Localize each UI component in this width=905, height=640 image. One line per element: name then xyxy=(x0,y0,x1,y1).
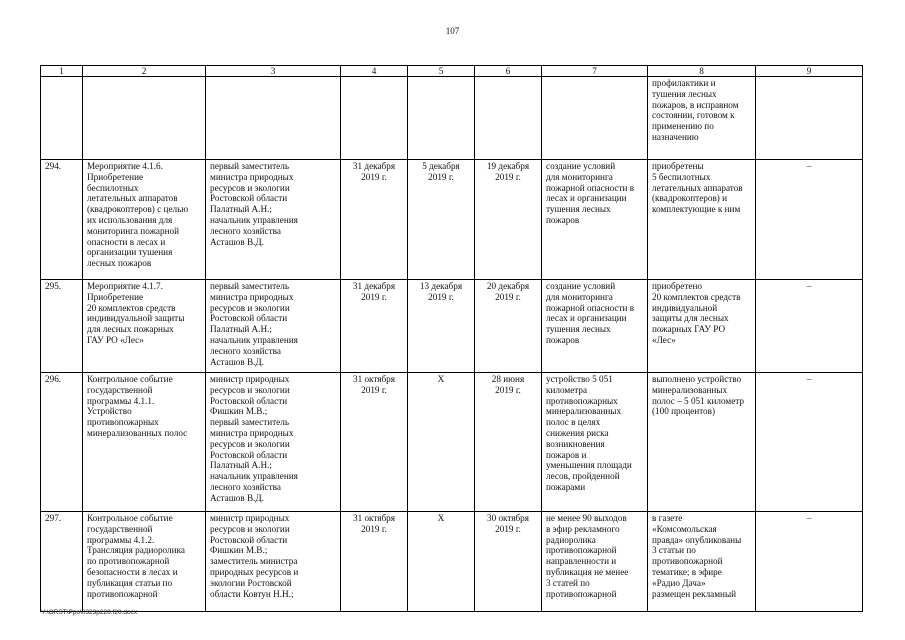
column-number: 5 xyxy=(408,66,475,77)
result-cell: в газете «Комсомольская правда» опубликованы 3 статьи по противопожарной тематике; в эфире «Радио Дача» размещен рекламный xyxy=(648,512,756,612)
row-number: 296. xyxy=(41,373,83,512)
column-number: 6 xyxy=(475,66,542,77)
note-cell: – xyxy=(756,512,863,612)
expected-result-cell: создание условий для мониторинга пожарной опасности в лесах и организации тушения лесных пожаров xyxy=(542,280,648,373)
column-number: 3 xyxy=(206,66,341,77)
table-row xyxy=(41,280,863,373)
note-cell: – xyxy=(756,280,863,373)
event-cell: Контрольное событие государственной программы 4.1.2. Трансляция радиоролика по противопожарной безопасности в лесах и публикация статьи по противопожарной xyxy=(83,512,206,612)
plan-date-cell: 31 декабря 2019 г. xyxy=(341,280,408,373)
fact-end-cell: 20 декабря 2019 г. xyxy=(475,280,542,373)
expected-result-cell: создание условий для мониторинга пожарной опасности в лесах и организации тушения лесных пожаров xyxy=(542,160,648,280)
plan-date-cell: 31 декабря 2019 г. xyxy=(341,160,408,280)
result-cell: профилактики и тушения лесных пожаров, в исправном состоянии, готовом к применению по назначению xyxy=(648,77,756,160)
note-cell: – xyxy=(756,160,863,280)
column-number: 9 xyxy=(756,66,863,77)
note-cell: – xyxy=(756,373,863,512)
fact-start-cell: 13 декабря 2019 г. xyxy=(408,280,475,373)
column-number: 7 xyxy=(542,66,648,77)
page-number: 107 xyxy=(445,26,460,36)
result-cell: приобретены 5 беспилотных летательных аппаратов (квадрокоптеров) и комплектующие к ним xyxy=(648,160,756,280)
fact-start-cell: Х xyxy=(408,373,475,512)
fact-start-cell: Х xyxy=(408,512,475,612)
table-row xyxy=(41,512,863,612)
plan-date-cell: 31 октября 2019 г. xyxy=(341,373,408,512)
fact-start-cell: 5 декабря 2019 г. xyxy=(408,160,475,280)
event-cell: Мероприятие 4.1.7. Приобретение 20 комплектов средств индивидуальной защиты для лесных пожарных ГАУ РО «Лес» xyxy=(83,280,206,373)
expected-result-cell: устройство 5 051 километра противопожарных минерализованных полос в целях снижения риска возникновения пожаров и уменьшения площади лесов, пройденной пожарами xyxy=(542,373,648,512)
plan-date-cell: 31 октября 2019 г. xyxy=(341,512,408,612)
column-number: 4 xyxy=(341,66,408,77)
event-cell: Мероприятие 4.1.6. Приобретение беспилотных летательных аппаратов (квадрокоптеров) с целью их использования для мониторинга пожарной опасности в лесах и организации тушения лесных пожаров xyxy=(83,160,206,280)
column-number-row xyxy=(41,66,863,77)
row-number: 294. xyxy=(41,160,83,280)
table-row xyxy=(41,160,863,280)
column-number: 8 xyxy=(648,66,756,77)
column-number: 1 xyxy=(41,66,83,77)
responsible-cell: первый заместитель министра природных ресурсов и экологии Ростовской области Палатный А.Н.; начальник управления лесного хозяйства Асташов В.Д. xyxy=(206,280,341,373)
report-table xyxy=(40,65,863,612)
row-number: 297. xyxy=(41,512,83,612)
fact-end-cell: 19 декабря 2019 г. xyxy=(475,160,542,280)
result-cell: выполнено устройство минерализованных полос – 5 051 километр (100 процентов) xyxy=(648,373,756,512)
table-row xyxy=(41,373,863,512)
expected-result-cell: не менее 90 выходов в эфир рекламного радиоролика противопожарной направленности и публикация не менее 3 статей по противопожарной xyxy=(542,512,648,612)
fact-end-cell: 30 октября 2019 г. xyxy=(475,512,542,612)
file-path-footer: Y:\ORST\Ppo\0323p220.f20.docx xyxy=(41,609,138,616)
continuation-row xyxy=(41,77,863,160)
result-cell: приобретено 20 комплектов средств индивидуальной защиты для лесных пожарных ГАУ РО «Лес» xyxy=(648,280,756,373)
responsible-cell: министр природных ресурсов и экологии Ростовской области Фишкин М.В.; первый заместитель министра природных ресурсов и экологии Ростовской области Палатный А.Н.; начальник управления лесного хозяйства Асташов В.Д. xyxy=(206,373,341,512)
responsible-cell: министр природных ресурсов и экологии Ростовской области Фишкин М.В.; заместитель министра природных ресурсов и экологии Ростовской области Ковтун Н.Н.; xyxy=(206,512,341,612)
column-number: 2 xyxy=(83,66,206,77)
fact-end-cell: 28 июня 2019 г. xyxy=(475,373,542,512)
responsible-cell: первый заместитель министра природных ресурсов и экологии Ростовской области Палатный А.Н.; начальник управления лесного хозяйства Асташов В.Д. xyxy=(206,160,341,280)
row-number: 295. xyxy=(41,280,83,373)
event-cell: Контрольное событие государственной программы 4.1.1. Устройство противопожарных минерализованных полос xyxy=(83,373,206,512)
